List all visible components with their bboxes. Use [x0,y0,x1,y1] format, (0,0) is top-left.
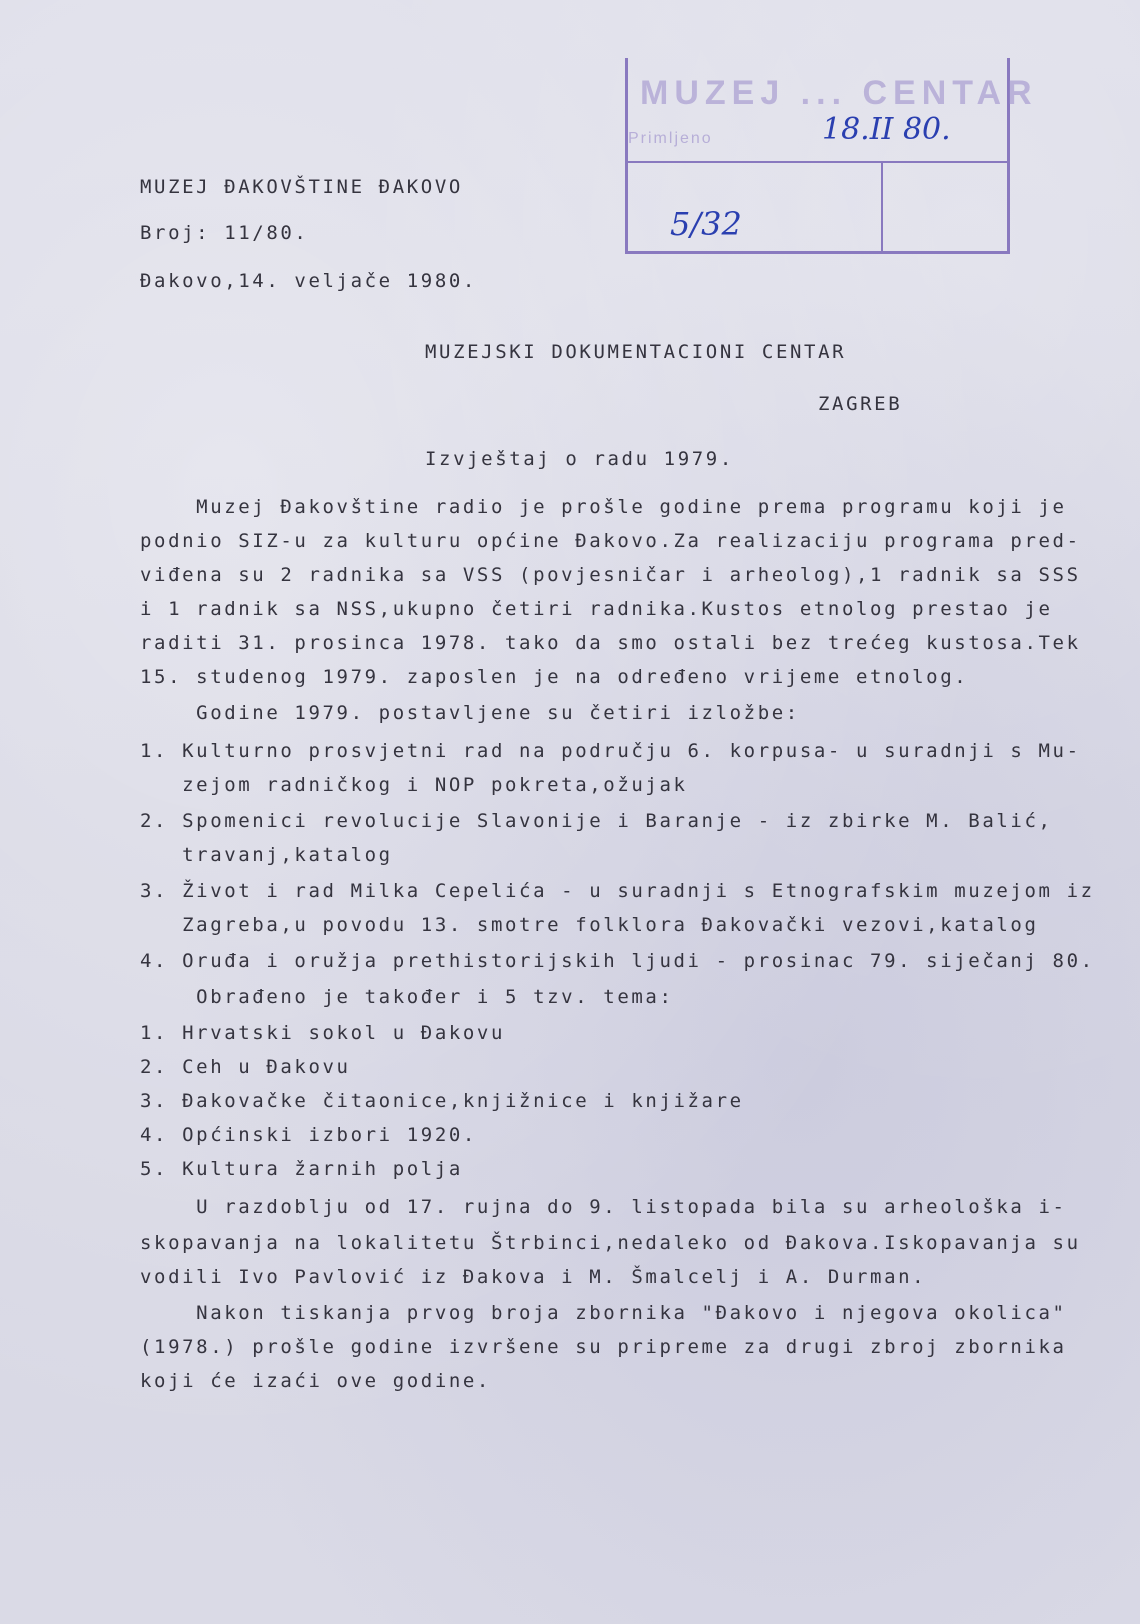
place-date: Đakovo,14. veljače 1980. [140,270,477,292]
topic-item: 3. Đakovačke čitaonice,knjižnice i knjižare [140,1090,744,1112]
stamp-divider [628,161,1007,163]
paragraph-line: Muzej Đakovštine radio je prošle godine prema programu koji je [140,496,1067,518]
exhibition-item: Zagreba,u povodu 13. smotre folklora Đakovački vezovi,katalog [140,914,1039,936]
paragraph-line: podnio SIZ-u za kulturu općine Đakovo.Za realizaciju programa pred- [140,530,1081,552]
stamp-subtitle: Primljeno [628,130,713,147]
document-number: Broj: 11/80. [140,222,309,244]
stamp-title: MUZEJ ... CENTAR [640,74,1038,112]
exhibition-item: zejom radničkog i NOP pokreta,ožujak [140,774,688,796]
topic-item: 1. Hrvatski sokol u Đakovu [140,1022,506,1044]
recipient-name: MUZEJSKI DOKUMENTACIONI CENTAR [425,341,847,363]
paragraph-line: viđena su 2 radnika sa VSS (povjesničar i arheolog),1 radnik sa SSS [140,564,1081,586]
report-title: Izvještaj o radu 1979. [425,448,734,470]
exhibition-item: 1. Kulturno prosvjetni rad na području 6. korpusa- u suradnji s Mu- [140,740,1081,762]
paragraph-line: (1978.) prošle godine izvršene su pripreme za drugi zbroj zbornika [140,1336,1067,1358]
exhibition-item: 2. Spomenici revolucije Slavonije i Baranje - iz zbirke M. Balić, [140,810,1053,832]
topic-item: 4. Općinski izbori 1920. [140,1124,477,1146]
paragraph-line: 15. studenog 1979. zaposlen je na određeno vrijeme etnolog. [140,666,969,688]
stamp-handwritten-date: 18.II 80. [822,112,951,147]
paragraph-line: raditi 31. prosinca 1978. tako da smo ostali bez trećeg kustosa.Tek [140,632,1081,654]
paragraph-line: Nakon tiskanja prvog broja zbornika "Đakovo i njegova okolica" [140,1302,1067,1324]
stamp-divider [881,161,883,251]
institution-name: MUZEJ ĐAKOVŠTINE ĐAKOVO [140,176,463,198]
paragraph-line: skopavanja na lokalitetu Štrbinci,nedaleko od Đakova.Iskopavanja su [140,1232,1081,1254]
paragraph-line: vodili Ivo Pavlović iz Đakova i M. Šmalcelj i A. Durman. [140,1266,927,1288]
exhibition-item: 3. Život i rad Milka Cepelića - u suradnji s Etnografskim muzejom iz [140,880,1095,902]
paragraph-line: i 1 radnik sa NSS,ukupno četiri radnika.Kustos etnolog prestao je [140,598,1053,620]
topic-item: 2. Ceh u Đakovu [140,1056,351,1078]
exhibition-item: 4. Oruđa i oružja prethistorijskih ljudi - prosinac 79. siječanj 80. [140,950,1095,972]
paragraph-line: U razdoblju od 17. rujna do 9. listopada bila su arheološka i- [140,1196,1067,1218]
exhibitions-intro: Godine 1979. postavljene su četiri izložbe: [140,702,800,724]
topics-intro: Obrađeno je također i 5 tzv. tema: [140,986,674,1008]
recipient-city: ZAGREB [818,393,903,415]
paragraph-line: koji će izaći ove godine. [140,1370,491,1392]
exhibition-item: travanj,katalog [140,844,393,866]
stamp-handwritten-number: 5/32 [670,205,742,243]
topic-item: 5. Kultura žarnih polja [140,1158,463,1180]
